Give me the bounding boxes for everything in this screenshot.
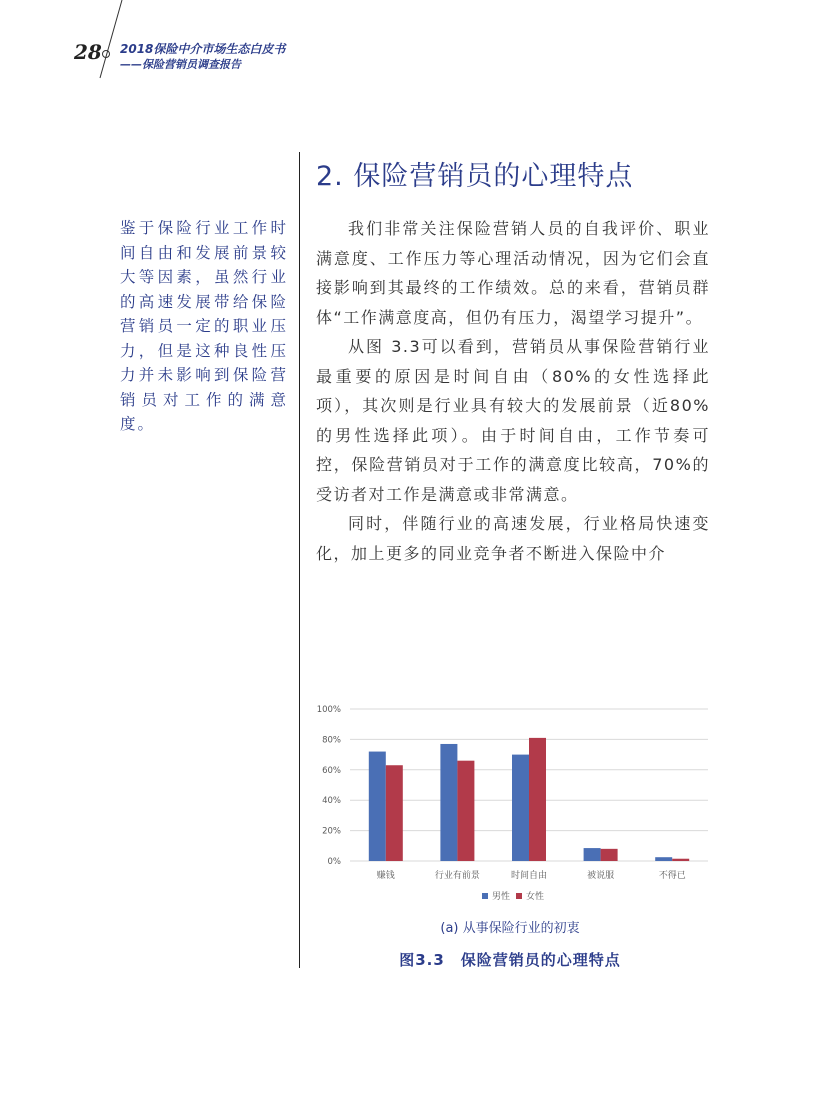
y-tick-label: 20%: [322, 826, 341, 837]
bar: [512, 755, 529, 861]
y-tick-label: 100%: [316, 705, 341, 715]
sidebar-note: 鉴于保险行业工作时间自由和发展前景较大等因素，虽然行业的高速发展带给保险营销员一定的职业压力，但是这种良性压力并未影响到保险营销员对工作的满意度。: [120, 219, 288, 433]
bar: [601, 849, 618, 861]
y-tick-label: 80%: [322, 735, 341, 746]
page-number: 28: [74, 40, 102, 64]
y-tick-label: 0%: [327, 857, 341, 867]
paragraph: 我们非常关注保险营销人员的自我评价、职业满意度、工作压力等心理活动情况，因为它们会直接影响到其最终的工作绩效。总的来看，营销员群体“工作满意度高，但仍有压力，渴望学习提升”。: [316, 219, 710, 327]
y-tick-label: 60%: [322, 765, 341, 776]
body-text: [316, 214, 710, 568]
bar: [457, 761, 474, 861]
bar: [386, 765, 403, 861]
x-tick-label: 行业有前景: [434, 871, 480, 881]
bar: [672, 859, 689, 861]
bar: [584, 848, 601, 861]
legend-swatch: [516, 893, 522, 899]
section-title: 2. 保险营销员的心理特点: [316, 161, 634, 192]
legend-label: 男性: [492, 892, 511, 902]
legend-swatch: [482, 893, 488, 899]
bar: [440, 744, 457, 861]
x-tick-label: 不得已: [658, 871, 686, 881]
chart-canvas: [300, 695, 720, 910]
header-title: 2018保险中介市场生态白皮书: [120, 42, 286, 56]
bar: [655, 857, 672, 861]
bar-chart: [300, 695, 720, 910]
header-subtitle: ——保险营销员调查报告: [120, 58, 241, 71]
x-tick-label: 赚钱: [376, 871, 395, 881]
x-tick-label: 被说服: [587, 871, 615, 881]
figure-caption: 图3.3 保险营销员的心理特点: [399, 951, 621, 969]
y-tick-label: 40%: [322, 796, 341, 807]
legend-label: 女性: [526, 892, 545, 902]
bar: [369, 752, 386, 861]
figure-subcaption: (a) 从事保险行业的初衷: [440, 921, 580, 936]
paragraph: 从图 3.3可以看到，营销员从事保险营销行业最重要的原因是时间自由（80%的女性选择此项），其次则是行业具有较大的发展前景（近80%的男性选择此项）。由于时间自由，工作节奏可控，保险营销员对于工作的满意度比较高，70%的受访者对工作是满意或非常满意。: [316, 337, 710, 504]
bar: [529, 738, 546, 861]
x-tick-label: 时间自由: [510, 871, 548, 881]
paragraph: 同时，伴随行业的高速发展，行业格局快速变化，加上更多的同业竞争者不断进入保险中介: [316, 514, 710, 563]
header-decorative-line: [0, 0, 140, 90]
